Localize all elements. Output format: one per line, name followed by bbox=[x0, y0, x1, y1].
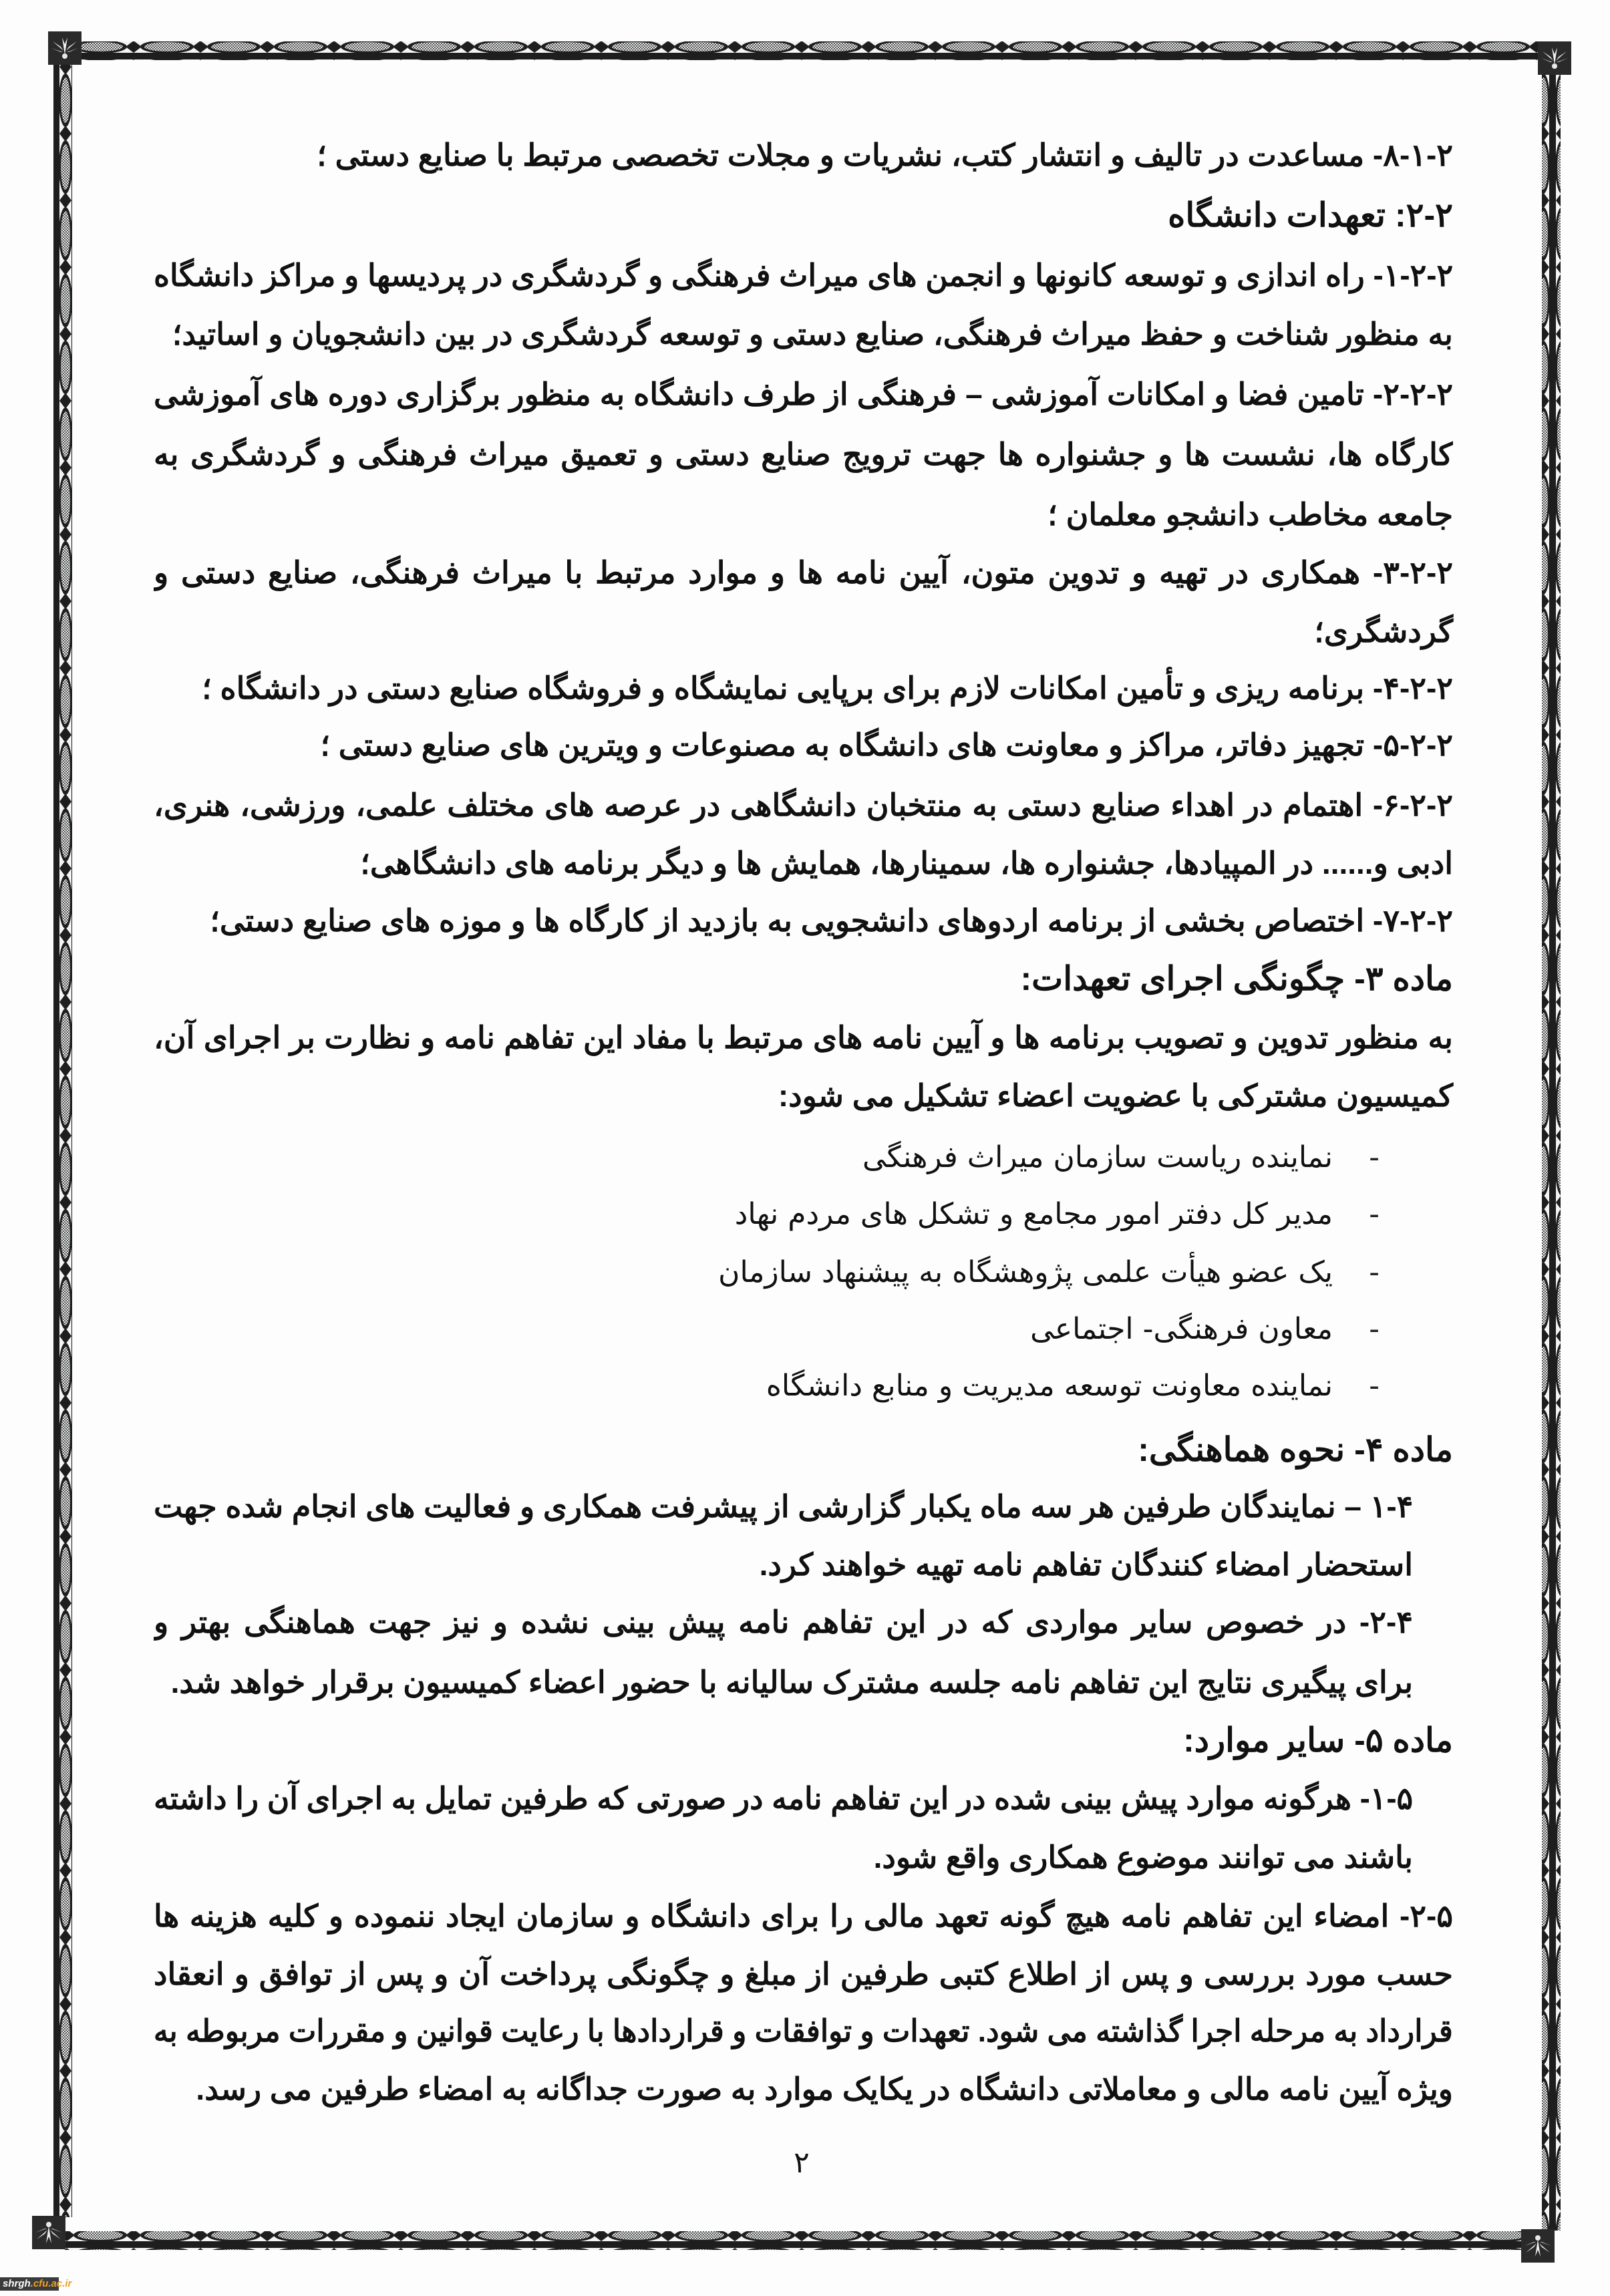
clause-2-2-4: ۴-۲-۲- برنامه ریزی و تأمین امکانات لازم برای برپایی نمایشگاه و فروشگاه صنایع دستی در دانشگاه ؛ bbox=[202, 671, 1453, 705]
clause-2-2-1-line2: به منظور شناخت و حفظ میراث فرهنگی، صنایع دستی و توسعه گردشگری در بین دانشجویان و اساتید؛ bbox=[172, 317, 1453, 351]
clause-2-2-6-line2: ادبی و...... در المپیادها، جشنواره ها، سمینارها، همایش ها و دیگر برنامه های دانشگاهی؛ bbox=[360, 846, 1453, 880]
clause-2-2-2-line3: جامعه مخاطب دانشجو معلمان ؛ bbox=[1048, 497, 1453, 532]
list-bullet-dash: - bbox=[1369, 1369, 1380, 1403]
article-5-heading: ماده ۵- سایر موارد: bbox=[1183, 1721, 1453, 1759]
list-bullet-dash: - bbox=[1369, 1255, 1380, 1289]
watermark bbox=[0, 2277, 72, 2291]
clause-2-2-5: ۵-۲-۲- تجهیز دفاتر، مراکز و معاونت های دانشگاه به مصنوعات و ویترین های صنایع دستی ؛ bbox=[320, 727, 1453, 762]
clause-2-2-2-line1: ۲-۲-۲- تامین فضا و امکانات آموزشی – فرهنگی از طرف دانشگاه به منظور برگزاری دوره های آموزشی bbox=[154, 377, 1453, 412]
clause-2-2-2-line2: کارگاه ها، نشست ها و جشنواره ها جهت ترویج صنایع دستی و تعمیق میراث فرهنگی و گردشگری به bbox=[154, 437, 1453, 472]
clause-2-2-6-line1: ۶-۲-۲- اهتمام در اهداء صنایع دستی به منتخبان دانشگاهی در عرصه های مختلف علمی، ورزشی، هنری، bbox=[154, 788, 1453, 822]
watermark-part2: .cfu.ac.ir bbox=[30, 2278, 72, 2289]
list-bullet-dash: - bbox=[1369, 1197, 1380, 1231]
clause-4-2-line1: ۲-۴- در خصوص سایر مواردی که در این تفاهم نامه پیش بینی نشده و نیز جهت هماهنگی بهتر و bbox=[154, 1605, 1413, 1639]
border-top bbox=[82, 41, 1539, 60]
clause-5-1-line1: ۱-۵- هرگونه موارد پیش بینی شده در این تفاهم نامه در صورتی که طرفین تمایل به اجرای آن را داشته bbox=[153, 1781, 1413, 1816]
corner-ornament-bottom-right bbox=[1521, 2229, 1555, 2263]
clause-5-1-line2: باشند می توانند موضوع همکاری واقع شود. bbox=[873, 1840, 1413, 1874]
list-item: مدیر کل دفتر امور مجامع و تشکل های مردم نهاد bbox=[734, 1197, 1333, 1231]
article-3-heading: ماده ۳- چگونگی اجرای تعهدات: bbox=[1020, 960, 1453, 997]
article-3-body-line2: کمیسیون مشترکی با عضویت اعضاء تشکیل می شود: bbox=[778, 1078, 1453, 1113]
clause-5-2-line2: حسب مورد بررسی و پس از اطلاع کتبی طرفین از مبلغ و چگونگی پرداخت آن و پس از توافق و انعقاد bbox=[154, 1957, 1453, 1991]
list-item: یک عضو هیأت علمی پژوهشگاه به پیشنهاد سازمان bbox=[718, 1255, 1333, 1289]
list-bullet-dash: - bbox=[1369, 1140, 1380, 1174]
clause-4-2-line2: برای پیگیری نتایج این تفاهم نامه جلسه مشترک سالیانه با حضور اعضاء کمیسیون برقرار خواهد شد. bbox=[170, 1665, 1413, 1699]
clause-2-2-1-line1: ۱-۲-۲- راه اندازی و توسعه کانونها و انجمن های میراث فرهنگی و گردشگری در پردیسها و مراکز دانشگاه bbox=[153, 258, 1453, 293]
border-right bbox=[1542, 74, 1561, 2231]
corner-ornament-top-left bbox=[48, 31, 82, 65]
clause-5-2-line1: ۲-۵- امضاء این تفاهم نامه هیچ گونه تعهد مالی را برای دانشگاه و سازمان ایجاد ننموده و کلیه هزینه ها bbox=[154, 1899, 1453, 1933]
clause-5-2-line3: قرارداد به مرحله اجرا گذاشته می شود. تعهدات و توافقات و قراردادها با رعایت قوانین و مقررات مربوطه به bbox=[154, 2013, 1453, 2048]
watermark-part1: shrgh bbox=[3, 2278, 31, 2289]
page-number: ۲ bbox=[794, 2146, 810, 2180]
border-bottom bbox=[65, 2231, 1522, 2250]
corner-ornament-top-right bbox=[1538, 41, 1571, 75]
clause-2-2-3-line1: ۳-۲-۲- همکاری در تهیه و تدوین متون، آیین نامه ها و موارد مرتبط با میراث فرهنگی، صنایع دستی و bbox=[154, 555, 1453, 590]
article-4-heading: ماده ۴- نحوه هماهنگی: bbox=[1138, 1431, 1453, 1468]
clause-5-2-line4: ویژه آیین نامه مالی و معاملاتی دانشگاه در یکایک موارد به صورت جداگانه به امضاء طرفین می رسد. bbox=[196, 2072, 1453, 2106]
list-bullet-dash: - bbox=[1369, 1312, 1380, 1346]
list-item: نماینده ریاست سازمان میراث فرهنگی bbox=[862, 1140, 1333, 1174]
clause-2-2-3-line2: گردشگری؛ bbox=[1314, 614, 1453, 649]
list-item: نماینده معاونت توسعه مدیریت و منابع دانشگاه bbox=[766, 1369, 1333, 1403]
clause-4-1-line1: ۱-۴ – نمایندگان طرفین هر سه ماه یکبار گزارشی از پیشرفت همکاری و فعالیت های انجام شده جهت bbox=[153, 1489, 1413, 1524]
clause-2-2-7: ۷-۲-۲- اختصاص بخشی از برنامه اردوهای دانشجویی به بازدید از کارگاه ها و موزه های صنایع دستی؛ bbox=[210, 903, 1453, 938]
clause-2-1-8: ۸-۱-۲- مساعدت در تالیف و انتشار کتب، نشریات و مجلات تخصصی مرتبط با صنایع دستی ؛ bbox=[317, 138, 1453, 172]
article-3-body-line1: به منظور تدوین و تصویب برنامه ها و آیین نامه های مرتبط با مفاد این تفاهم نامه و نظارت بر اجرای آن، bbox=[154, 1020, 1453, 1055]
clause-4-1-line2: استحضار امضاء کنندگان تفاهم نامه تهیه خواهند کرد. bbox=[759, 1547, 1413, 1582]
border-left bbox=[53, 65, 72, 2217]
corner-ornament-bottom-left bbox=[32, 2216, 65, 2249]
section-heading-university-commitments: ۲-۲: تعهدات دانشگاه bbox=[1168, 196, 1453, 234]
list-item: معاون فرهنگی- اجتماعی bbox=[1030, 1312, 1333, 1346]
